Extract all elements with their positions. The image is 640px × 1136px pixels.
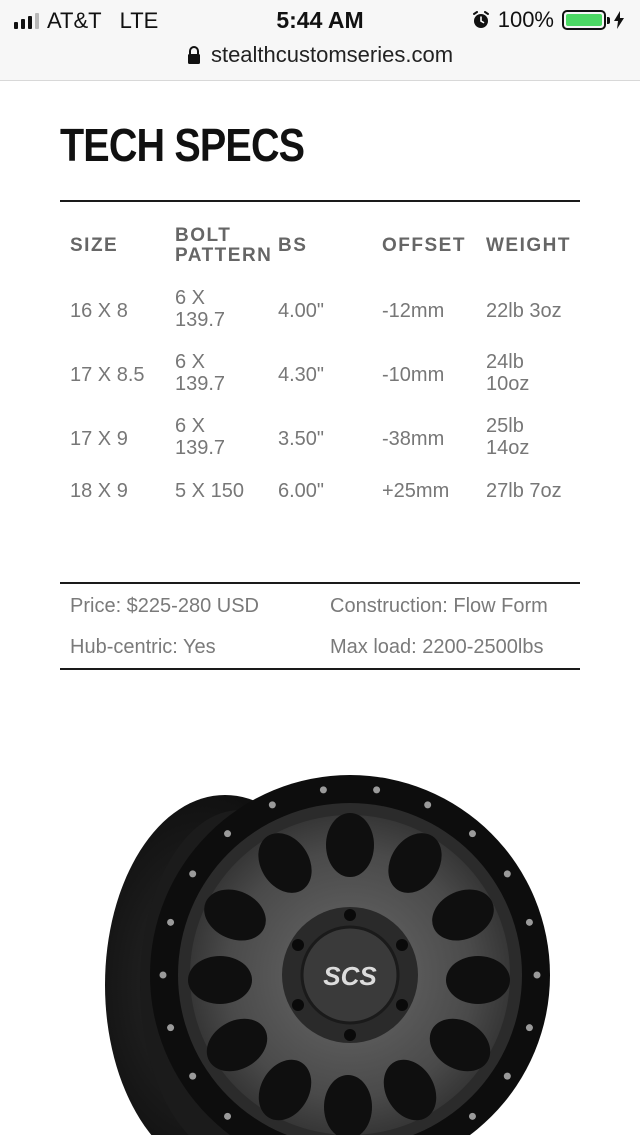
- price-text: Price: $225-280 USD: [70, 595, 259, 617]
- clock: 5:44 AM: [276, 7, 364, 33]
- cell-bolt-line2: 139.7: [175, 309, 226, 331]
- lip-rivet: [424, 801, 431, 808]
- header-weight: WEIGHT: [486, 235, 571, 256]
- alarm-icon: [472, 11, 490, 29]
- cell-bolt-line1: 5 X 150: [175, 480, 244, 502]
- cell-size: 17 X 8.5: [70, 364, 145, 386]
- lip-rivet: [373, 786, 380, 793]
- lip-rivet: [189, 1073, 196, 1080]
- cell-offset: -10mm: [382, 364, 445, 386]
- network-type: LTE: [119, 8, 159, 33]
- battery-fill: [566, 14, 602, 26]
- battery-icon: [562, 10, 606, 30]
- wheel-logo: SCS: [323, 961, 377, 991]
- lip-rivet: [320, 786, 327, 793]
- carrier-name: AT&T: [47, 8, 102, 33]
- url-bar[interactable]: [0, 40, 640, 70]
- max-load-text: Max load: 2200-2500lbs: [330, 636, 544, 658]
- cell-weight-line2: 14oz: [486, 437, 530, 459]
- page-title: TECH SPECS: [60, 119, 305, 171]
- cell-bolt-pattern: [175, 415, 275, 459]
- cell-weight: [486, 480, 586, 502]
- cell-offset: -38mm: [382, 428, 445, 450]
- cell-weight: [486, 300, 586, 322]
- lock-icon: [187, 46, 201, 64]
- cell-bolt-pattern: [175, 480, 275, 502]
- cell-bolt-line2: 139.7: [175, 373, 226, 395]
- info-top-divider: [60, 582, 580, 584]
- cell-bolt-line1: 6 X: [175, 287, 206, 309]
- lip-rivet: [469, 830, 476, 837]
- construction-text: Construction: Flow Form: [330, 595, 548, 617]
- cell-bs: 6.00": [278, 480, 325, 502]
- cell-bolt-line2: 139.7: [175, 437, 226, 459]
- lip-rivet: [526, 919, 533, 926]
- lip-rivet: [504, 870, 511, 877]
- cell-bs: 4.30": [278, 364, 325, 386]
- wheel-product-image: [80, 735, 560, 1135]
- cell-bolt-line1: 6 X: [175, 415, 206, 437]
- cell-weight-line1: 24lb: [486, 351, 524, 373]
- cell-size: 18 X 9: [70, 480, 128, 502]
- lip-rivet: [269, 801, 276, 808]
- header-offset: OFFSET: [382, 235, 466, 256]
- cell-weight-line1: 22lb 3oz: [486, 300, 562, 322]
- cell-size: 16 X 8: [70, 300, 128, 322]
- lip-rivet: [167, 919, 174, 926]
- lip-rivet: [534, 972, 541, 979]
- url-domain[interactable]: stealthcustomseries.com: [210, 42, 454, 67]
- battery-percent: 100%: [497, 7, 554, 32]
- title-divider: [60, 200, 580, 202]
- cell-bs: 3.50": [278, 428, 325, 450]
- cell-weight-line1: 27lb 7oz: [486, 480, 562, 502]
- lip-rivet: [224, 830, 231, 837]
- cell-weight: [486, 415, 586, 459]
- cell-bolt-pattern: [175, 287, 275, 331]
- lip-rivet: [160, 972, 167, 979]
- cell-offset: -12mm: [382, 300, 445, 322]
- header-size: SIZE: [70, 235, 119, 256]
- status-bar: [0, 0, 640, 81]
- lip-rivet: [469, 1113, 476, 1120]
- header-bs: BS: [278, 235, 308, 256]
- header-bolt-pattern: [175, 226, 275, 266]
- cell-size: 17 X 9: [70, 428, 128, 450]
- lip-rivet: [167, 1024, 174, 1031]
- lip-rivet: [189, 870, 196, 877]
- cell-weight-line2: 10oz: [486, 373, 530, 395]
- cell-bs: 4.00": [278, 300, 325, 322]
- header-bolt-line1: BOLT: [175, 225, 232, 246]
- lip-rivet: [224, 1113, 231, 1120]
- header-bolt-line2: PATTERN: [175, 245, 273, 266]
- cell-offset: +25mm: [382, 480, 450, 502]
- cell-bolt-line1: 6 X: [175, 351, 206, 373]
- lip-rivet: [526, 1024, 533, 1031]
- info-bottom-divider: [60, 668, 580, 670]
- cell-weight-line1: 25lb: [486, 415, 524, 437]
- lip-rivet: [504, 1073, 511, 1080]
- status-right: [472, 7, 624, 33]
- hub-centric-text: Hub-centric: Yes: [70, 636, 216, 658]
- cell-bolt-pattern: [175, 351, 275, 395]
- cell-weight: [486, 351, 586, 395]
- charging-bolt-icon: [614, 11, 624, 29]
